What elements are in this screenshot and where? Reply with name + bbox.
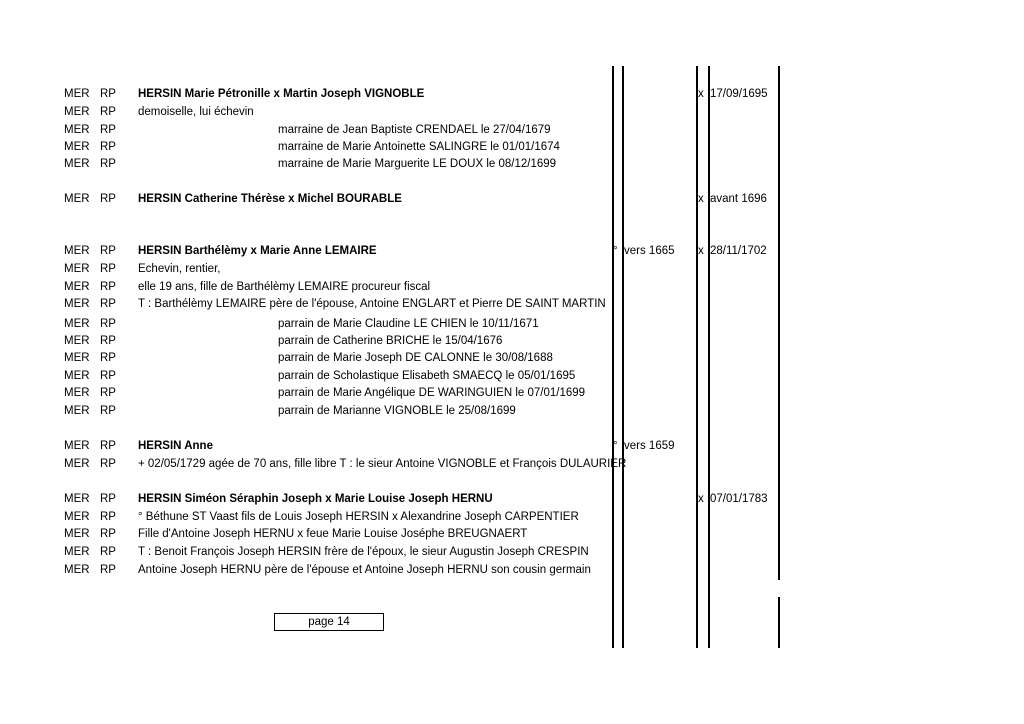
record-row [0,562,1024,578]
marriage-date: 28/11/1702 [710,245,767,257]
marriage-date: 17/09/1695 [710,88,768,100]
column-rule [778,597,780,648]
record-row [0,403,1024,419]
record-row [0,526,1024,542]
record-row [0,385,1024,401]
godparent-entry: parrain de Catherine BRICHE le 15/04/1676 [278,335,503,347]
mer-cell: MER [64,564,90,576]
mer-cell: MER [64,335,90,347]
record-row [0,156,1024,172]
record-text: Fille d'Antoine Joseph HERNU x feue Marie Louise Joséphe BREUGNAERT [138,528,528,540]
mer-cell: MER [64,546,90,558]
godparent-entry: parrain de Marianne VIGNOBLE le 25/08/1699 [278,405,516,417]
record-row [0,438,1024,454]
mer-cell: MER [64,511,90,523]
mer-cell: MER [64,440,90,452]
mer-cell: MER [64,298,90,310]
rp-cell: RP [100,458,116,470]
godparent-entry: parrain de Marie Angélique DE WARINGUIEN le 07/01/1699 [278,387,586,399]
rp-cell: RP [100,440,116,452]
mer-cell: MER [64,352,90,364]
marriage-mark: x [698,88,704,100]
godparent-entry: parrain de Scholastique Elisabeth SMAECQ le 05/01/1695 [278,370,576,382]
rp-cell: RP [100,546,116,558]
record-text: ° Béthune ST Vaast fils de Louis Joseph HERSIN x Alexandrine Joseph CARPENTIER [138,511,579,523]
record-text: demoiselle, lui échevin [138,106,254,118]
record-row [0,333,1024,349]
rp-cell: RP [100,405,116,417]
rp-cell: RP [100,141,116,153]
marriage-date: 07/01/1783 [710,493,768,505]
mer-cell: MER [64,370,90,382]
mer-cell: MER [64,193,90,205]
godparent-entry: parrain de Marie Joseph DE CALONNE le 30/08/1688 [278,352,553,364]
mer-cell: MER [64,88,90,100]
record-row [0,279,1024,295]
record-row [0,456,1024,472]
record-row [0,122,1024,138]
rp-cell: RP [100,493,116,505]
rp-cell: RP [100,124,116,136]
record-row [0,350,1024,366]
person-heading: HERSIN Siméon Séraphin Joseph x Marie Louise Joseph HERNU [138,493,493,505]
birth-date: vers 1659 [624,440,675,452]
record-row [0,139,1024,155]
mer-cell: MER [64,281,90,293]
person-heading: HERSIN Catherine Thérèse x Michel BOURABLE [138,193,402,205]
record-row [0,243,1024,259]
record-row [0,104,1024,120]
page-number: page 14 [274,613,384,631]
record-row [0,191,1024,207]
rp-cell: RP [100,88,116,100]
marriage-mark: x [698,245,704,257]
rp-cell: RP [100,318,116,330]
record-row [0,368,1024,384]
godparent-entry: marraine de Marie Antoinette SALINGRE le 01/01/1674 [278,141,560,153]
mer-cell: MER [64,405,90,417]
marriage-date: avant 1696 [710,193,767,205]
mer-cell: MER [64,387,90,399]
rp-cell: RP [100,263,116,275]
godparent-entry: marraine de Jean Baptiste CRENDAEL le 27/04/1679 [278,124,551,136]
mer-cell: MER [64,263,90,275]
rp-cell: RP [100,564,116,576]
mer-cell: MER [64,245,90,257]
rp-cell: RP [100,193,116,205]
rp-cell: RP [100,528,116,540]
record-row [0,296,1024,312]
person-heading: HERSIN Marie Pétronille x Martin Joseph VIGNOBLE [138,88,425,100]
record-row [0,86,1024,102]
mer-cell: MER [64,458,90,470]
mer-cell: MER [64,528,90,540]
mer-cell: MER [64,141,90,153]
birth-date: vers 1665 [624,245,675,257]
record-row [0,544,1024,560]
person-heading: HERSIN Barthélèmy x Marie Anne LEMAIRE [138,245,377,257]
record-row [0,491,1024,507]
rp-cell: RP [100,511,116,523]
birth-mark: ° [613,440,618,452]
rp-cell: RP [100,245,116,257]
rp-cell: RP [100,335,116,347]
record-row [0,316,1024,332]
rp-cell: RP [100,352,116,364]
record-row [0,261,1024,277]
person-heading: HERSIN Anne [138,440,213,452]
mer-cell: MER [64,318,90,330]
rp-cell: RP [100,281,116,293]
record-text: Antoine Joseph HERNU père de l'épouse et Antoine Joseph HERNU son cousin germain [138,564,591,576]
rp-cell: RP [100,158,116,170]
rp-cell: RP [100,298,116,310]
record-text: elle 19 ans, fille de Barthélèmy LEMAIRE procureur fiscal [138,281,431,293]
godparent-entry: parrain de Marie Claudine LE CHIEN le 10/11/1671 [278,318,539,330]
rp-cell: RP [100,106,116,118]
record-text: T : Benoit François Joseph HERSIN frère de l'époux, le sieur Augustin Joseph CRESPIN [138,546,589,558]
mer-cell: MER [64,158,90,170]
rp-cell: RP [100,387,116,399]
rp-cell: RP [100,370,116,382]
mer-cell: MER [64,106,90,118]
record-text: Echevin, rentier, [138,263,221,275]
marriage-mark: x [698,193,704,205]
marriage-mark: x [698,493,704,505]
birth-mark: ° [613,245,618,257]
godparent-entry: marraine de Marie Marguerite LE DOUX le 08/12/1699 [278,158,557,170]
record-text: + 02/05/1729 agée de 70 ans, fille libre T : le sieur Antoine VIGNOBLE et François DULAURIER [138,458,627,470]
record-row [0,509,1024,525]
mer-cell: MER [64,124,90,136]
mer-cell: MER [64,493,90,505]
record-text: T : Barthélèmy LEMAIRE père de l'épouse, Antoine ENGLART et Pierre DE SAINT MARTIN [138,298,606,310]
